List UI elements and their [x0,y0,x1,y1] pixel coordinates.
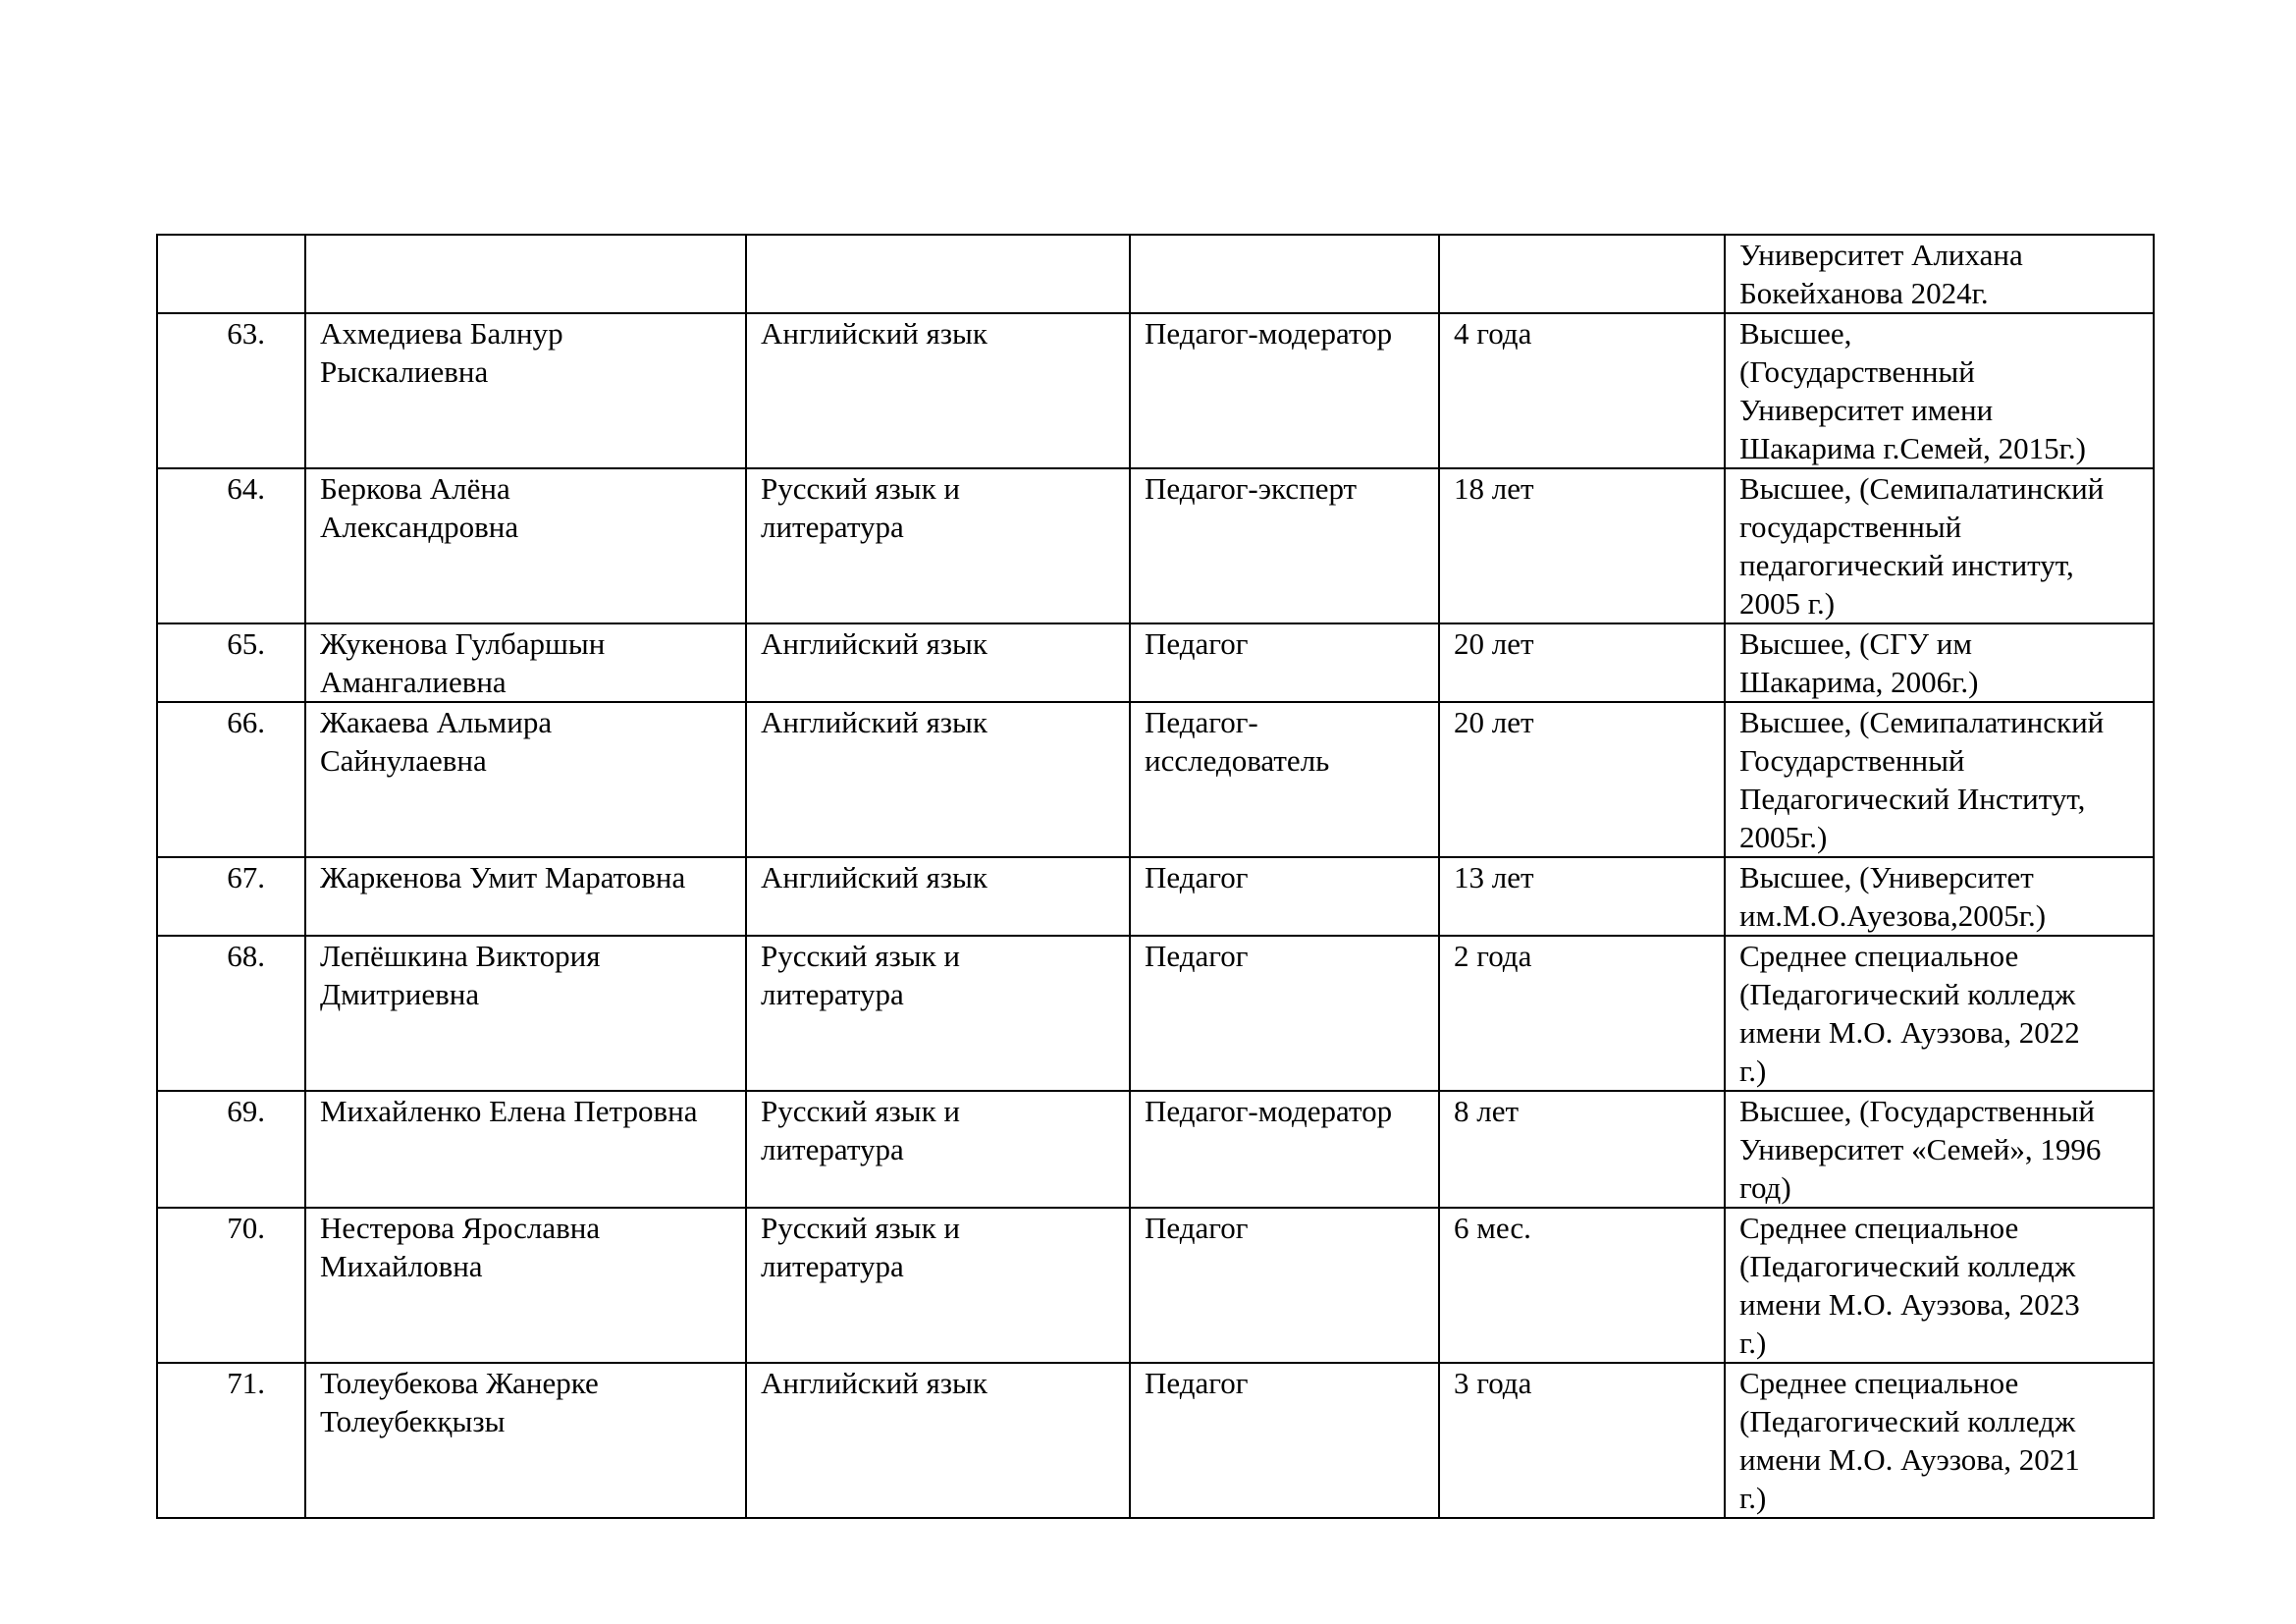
row-number-text: 65. [227,626,265,661]
table-row [157,623,2154,702]
work-experience-cell [1439,1208,1725,1363]
education-text: Среднее специальное (Педагогический колледж имени М.О. Ауэзова, 2023 г.) [1739,1211,2080,1360]
teacher-name-cell [305,1091,746,1208]
work-experience-cell [1439,936,1725,1091]
education-cell [1725,313,2154,468]
work-experience-text: 13 лет [1454,860,1534,894]
teacher-name-text: Жаркенова Умит Маратовна [320,860,686,894]
qualification-category-text: Педагог [1145,1211,1249,1245]
work-experience-cell [1439,1091,1725,1208]
subject-cell [746,623,1130,702]
work-experience-cell [1439,702,1725,857]
education-cell [1725,1208,2154,1363]
teacher-name-cell [305,235,746,313]
work-experience-text: 4 года [1454,316,1532,351]
staff-table-body [157,235,2154,1518]
row-number-text: 71. [227,1366,265,1400]
subject-cell [746,1363,1130,1518]
work-experience-text: 20 лет [1454,705,1534,739]
subject-cell [746,313,1130,468]
work-experience-text: 8 лет [1454,1094,1520,1128]
teacher-name-text: Жукенова Гулбаршын Амангалиевна [320,626,606,699]
teacher-name-cell [305,313,746,468]
row-number-cell [157,1363,305,1518]
subject-cell [746,1091,1130,1208]
education-text: Высшее, (СГУ им Шакарима, 2006г.) [1739,626,1979,699]
education-text: Высшее, (Государственный Университет «Семей», 1996 год) [1739,1094,2102,1205]
subject-cell [746,702,1130,857]
qualification-category-cell [1130,857,1439,936]
staff-table [156,234,2155,1519]
row-number-text: 70. [227,1211,265,1245]
education-text: Университет Алихана Бокейханова 2024г. [1739,238,2023,310]
teacher-name-text: Нестерова Ярославна Михайловна [320,1211,601,1283]
work-experience-cell [1439,1363,1725,1518]
subject-text: Русский язык и литература [761,939,960,1011]
education-cell [1725,702,2154,857]
subject-cell [746,936,1130,1091]
row-number-cell [157,468,305,623]
table-row [157,468,2154,623]
education-cell [1725,1091,2154,1208]
qualification-category-text: Педагог [1145,860,1249,894]
subject-cell [746,468,1130,623]
work-experience-text: 6 мес. [1454,1211,1531,1245]
row-number-text: 63. [227,316,265,351]
table-row [157,1091,2154,1208]
work-experience-cell [1439,313,1725,468]
subject-cell [746,235,1130,313]
subject-text: Английский язык [761,860,988,894]
work-experience-cell [1439,235,1725,313]
table-row [157,235,2154,313]
teacher-name-cell [305,702,746,857]
row-number-cell [157,857,305,936]
education-text: Высшее, (Семипалатинский государственный педагогический институт, 2005 г.) [1739,471,2105,621]
qualification-category-cell [1130,1091,1439,1208]
row-number-text: 68. [227,939,265,973]
table-row [157,1363,2154,1518]
work-experience-text: 2 года [1454,939,1532,973]
teacher-name-cell [305,857,746,936]
teacher-name-cell [305,936,746,1091]
education-cell [1725,857,2154,936]
qualification-category-cell [1130,468,1439,623]
education-text: Высшее, (Государственный Университет имени Шакарима г.Семей, 2015г.) [1739,316,2086,465]
education-text: Среднее специальное (Педагогический колледж имени М.О. Ауэзова, 2022 г.) [1739,939,2080,1088]
work-experience-cell [1439,857,1725,936]
qualification-category-cell [1130,623,1439,702]
row-number-text: 66. [227,705,265,739]
table-row [157,313,2154,468]
qualification-category-cell [1130,235,1439,313]
qualification-category-cell [1130,702,1439,857]
subject-cell [746,1208,1130,1363]
education-text: Среднее специальное (Педагогический колледж имени М.О. Ауэзова, 2021 г.) [1739,1366,2080,1515]
qualification-category-cell [1130,1363,1439,1518]
qualification-category-text: Педагог-модератор [1145,316,1393,351]
work-experience-text: 20 лет [1454,626,1534,661]
row-number-text: 69. [227,1094,265,1128]
row-number-cell [157,1208,305,1363]
education-cell [1725,1363,2154,1518]
subject-text: Русский язык и литература [761,471,960,544]
work-experience-cell [1439,623,1725,702]
teacher-name-cell [305,468,746,623]
education-text: Высшее, (Семипалатинский Государственный Педагогический Институт, 2005г.) [1739,705,2105,854]
teacher-name-text: Толеубекова Жанерке Толеубекқызы [320,1366,599,1438]
teacher-name-text: Михайленко Елена Петровна [320,1094,698,1128]
qualification-category-text: Педагог- исследователь [1145,705,1330,778]
qualification-category-text: Педагог [1145,1366,1249,1400]
qualification-category-cell [1130,936,1439,1091]
qualification-category-cell [1130,1208,1439,1363]
qualification-category-text: Педагог [1145,939,1249,973]
subject-cell [746,857,1130,936]
teacher-name-cell [305,1208,746,1363]
row-number-text: 64. [227,471,265,506]
subject-text: Русский язык и литература [761,1211,960,1283]
work-experience-cell [1439,468,1725,623]
row-number-text: 67. [227,860,265,894]
education-cell [1725,235,2154,313]
education-cell [1725,936,2154,1091]
table-row [157,857,2154,936]
teacher-name-text: Ахмедиева Балнур Рыскалиевна [320,316,563,389]
row-number-cell [157,235,305,313]
table-row [157,702,2154,857]
qualification-category-cell [1130,313,1439,468]
qualification-category-text: Педагог-эксперт [1145,471,1358,506]
teacher-name-text: Беркова Алёна Александровна [320,471,519,544]
row-number-cell [157,702,305,857]
qualification-category-text: Педагог [1145,626,1249,661]
row-number-cell [157,936,305,1091]
table-row [157,1208,2154,1363]
subject-text: Русский язык и литература [761,1094,960,1166]
row-number-cell [157,1091,305,1208]
subject-text: Английский язык [761,1366,988,1400]
row-number-cell [157,313,305,468]
education-cell [1725,468,2154,623]
subject-text: Английский язык [761,705,988,739]
subject-text: Английский язык [761,626,988,661]
subject-text: Английский язык [761,316,988,351]
row-number-cell [157,623,305,702]
teacher-name-cell [305,1363,746,1518]
work-experience-text: 18 лет [1454,471,1534,506]
table-row [157,936,2154,1091]
qualification-category-text: Педагог-модератор [1145,1094,1393,1128]
teacher-name-cell [305,623,746,702]
education-text: Высшее, (Университет им.М.О.Ауезова,2005г.) [1739,860,2047,933]
teacher-name-text: Жакаева Альмира Сайнулаевна [320,705,553,778]
teacher-name-text: Лепёшкина Виктория Дмитриевна [320,939,601,1011]
education-cell [1725,623,2154,702]
work-experience-text: 3 года [1454,1366,1532,1400]
